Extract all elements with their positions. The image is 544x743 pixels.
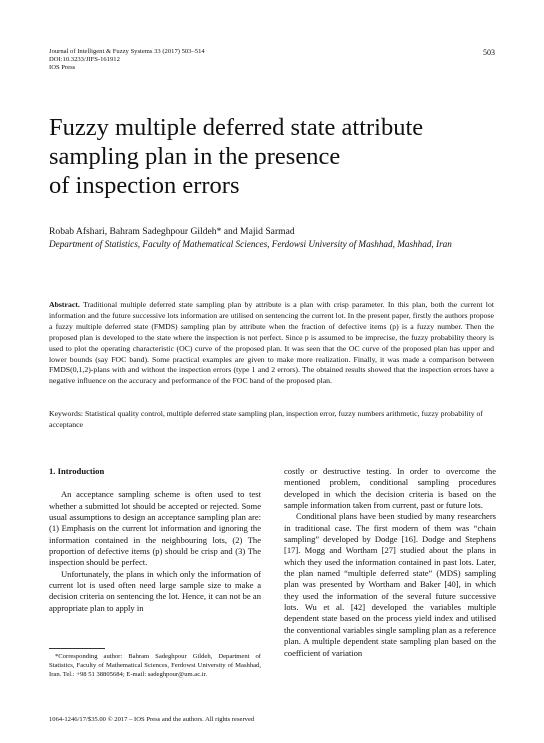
journal-header [49,48,205,72]
footnote-rule [49,648,105,649]
keywords-label: Keywords: [49,409,84,418]
affiliation: Department of Statistics, Faculty of Mathematical Sciences, Ferdowsi University of Mashhad, Mashhad, Iran [49,239,452,249]
title-line: Fuzzy multiple deferred state attribute [49,114,424,141]
paragraph: Unfortunately, the plans in which only the information of current lot is used often need large sample size to make a decision criteria on sentencing the lot. Hence, it can not be an appropriate plan to apply in [49,568,261,613]
abstract-label: Abstract. [49,300,80,309]
paragraph: Conditional plans have been studied by many researchers in traditional case. The first modern of them was “chain sampling” developed by Dodge [16]. Dodge and Stephens [17]. Mogg and Wortham [27] studied about the plans in which they used the information contained in past lots. Later, the plan named “multiple deferred state” (MDS) sampling plan was presented by Wortham and Baker [40], in which they used the information of the several future successive lots. Wu et al. [42] developed the variables multiple dependent state based on the process yield index and utilised the conventional variables single sampling plan as a reference plan. A multiple dependent state sampling plan based on the coefficient of variation [284,511,496,658]
left-column [49,466,261,614]
paragraph: costly or destructive testing. In order to overcome the mentioned problem, conditional sampling procedures developed in which the decision criteria is based on the sample information taken from current, past or future lots. [284,466,496,511]
footnote [49,652,261,679]
journal-citation: Journal of Intelligent & Fuzzy Systems 33 (2017) 503–514 [49,48,205,55]
copyright-line: 1064-1246/17/$35.00 © 2017 – IOS Press and the authors. All rights reserved [49,716,255,723]
keywords [49,409,494,431]
authors: Robab Afshari, Bahram Sadeghpour Gildeh* and Majid Sarmad [49,226,295,237]
publisher: IOS Press [49,64,76,71]
doi: DOI:10.3233/JIFS-161912 [49,56,120,63]
abstract [49,300,494,387]
paper-title [49,113,489,200]
page-number: 503 [483,48,495,57]
keywords-text: Statistical quality control, multiple deferred state sampling plan, inspection error, fuzzy numbers arithmetic, fuzzy probability of acceptance [49,409,484,429]
footnote-text: *Corresponding author: Bahram Sadeghpour Gildeh, Department of Statistics, Faculty of Mathematical Sciences, Ferdowsi University of Mashhad, Iran. Tel.: +98 51 38805684; E-mail: sadeghpour@um.ac.ir. [49,653,261,678]
paragraph: An acceptance sampling scheme is often used to test whether a submitted lot should be accepted or rejected. Some usual assumptions to design an acceptance sampling plan are: (1) Emphasis on the current lot information and ignoring the information contained in the neighbouring lots, (2) The proportion of defective items (p) should be crisp and (3) The inspection should be perfect. [49,489,261,568]
section-heading: 1. Introduction [49,466,105,476]
right-column [284,466,496,659]
abstract-text: Traditional multiple deferred state sampling plan by attribute is a plan with crisp parameter. In this plan, both the current lot information and the future successive lots information are utilised on sentencing the current lot. In the present paper, firstly the authors propose a fuzzy multiple deferred state (FMDS) sampling plan by attribute when the fraction of defective items (p) is a fuzzy number. Then the proposed plan is developed to the state where the inspection is not perfect. Since p is assumed to be imprecise, the fuzzy probability theory is used to plot the operating characteristic (OC) curve of the proposed plan. It was seen that the OC curve of the proposed plan has upper and lower bounds (say FOC band). Some practical examples are given to make more realization. Finally, it was made a comparison between FMDS(0,1,2)-plans with and without the inspection errors (type 1 and 2 errors). The obtained results showed that the inspection errors have a negative influence on the accuracy and performance of the FOC band of the proposed plan. [49,300,494,386]
title-line: sampling plan in the presence [49,143,341,170]
title-line: of inspection errors [49,172,240,199]
